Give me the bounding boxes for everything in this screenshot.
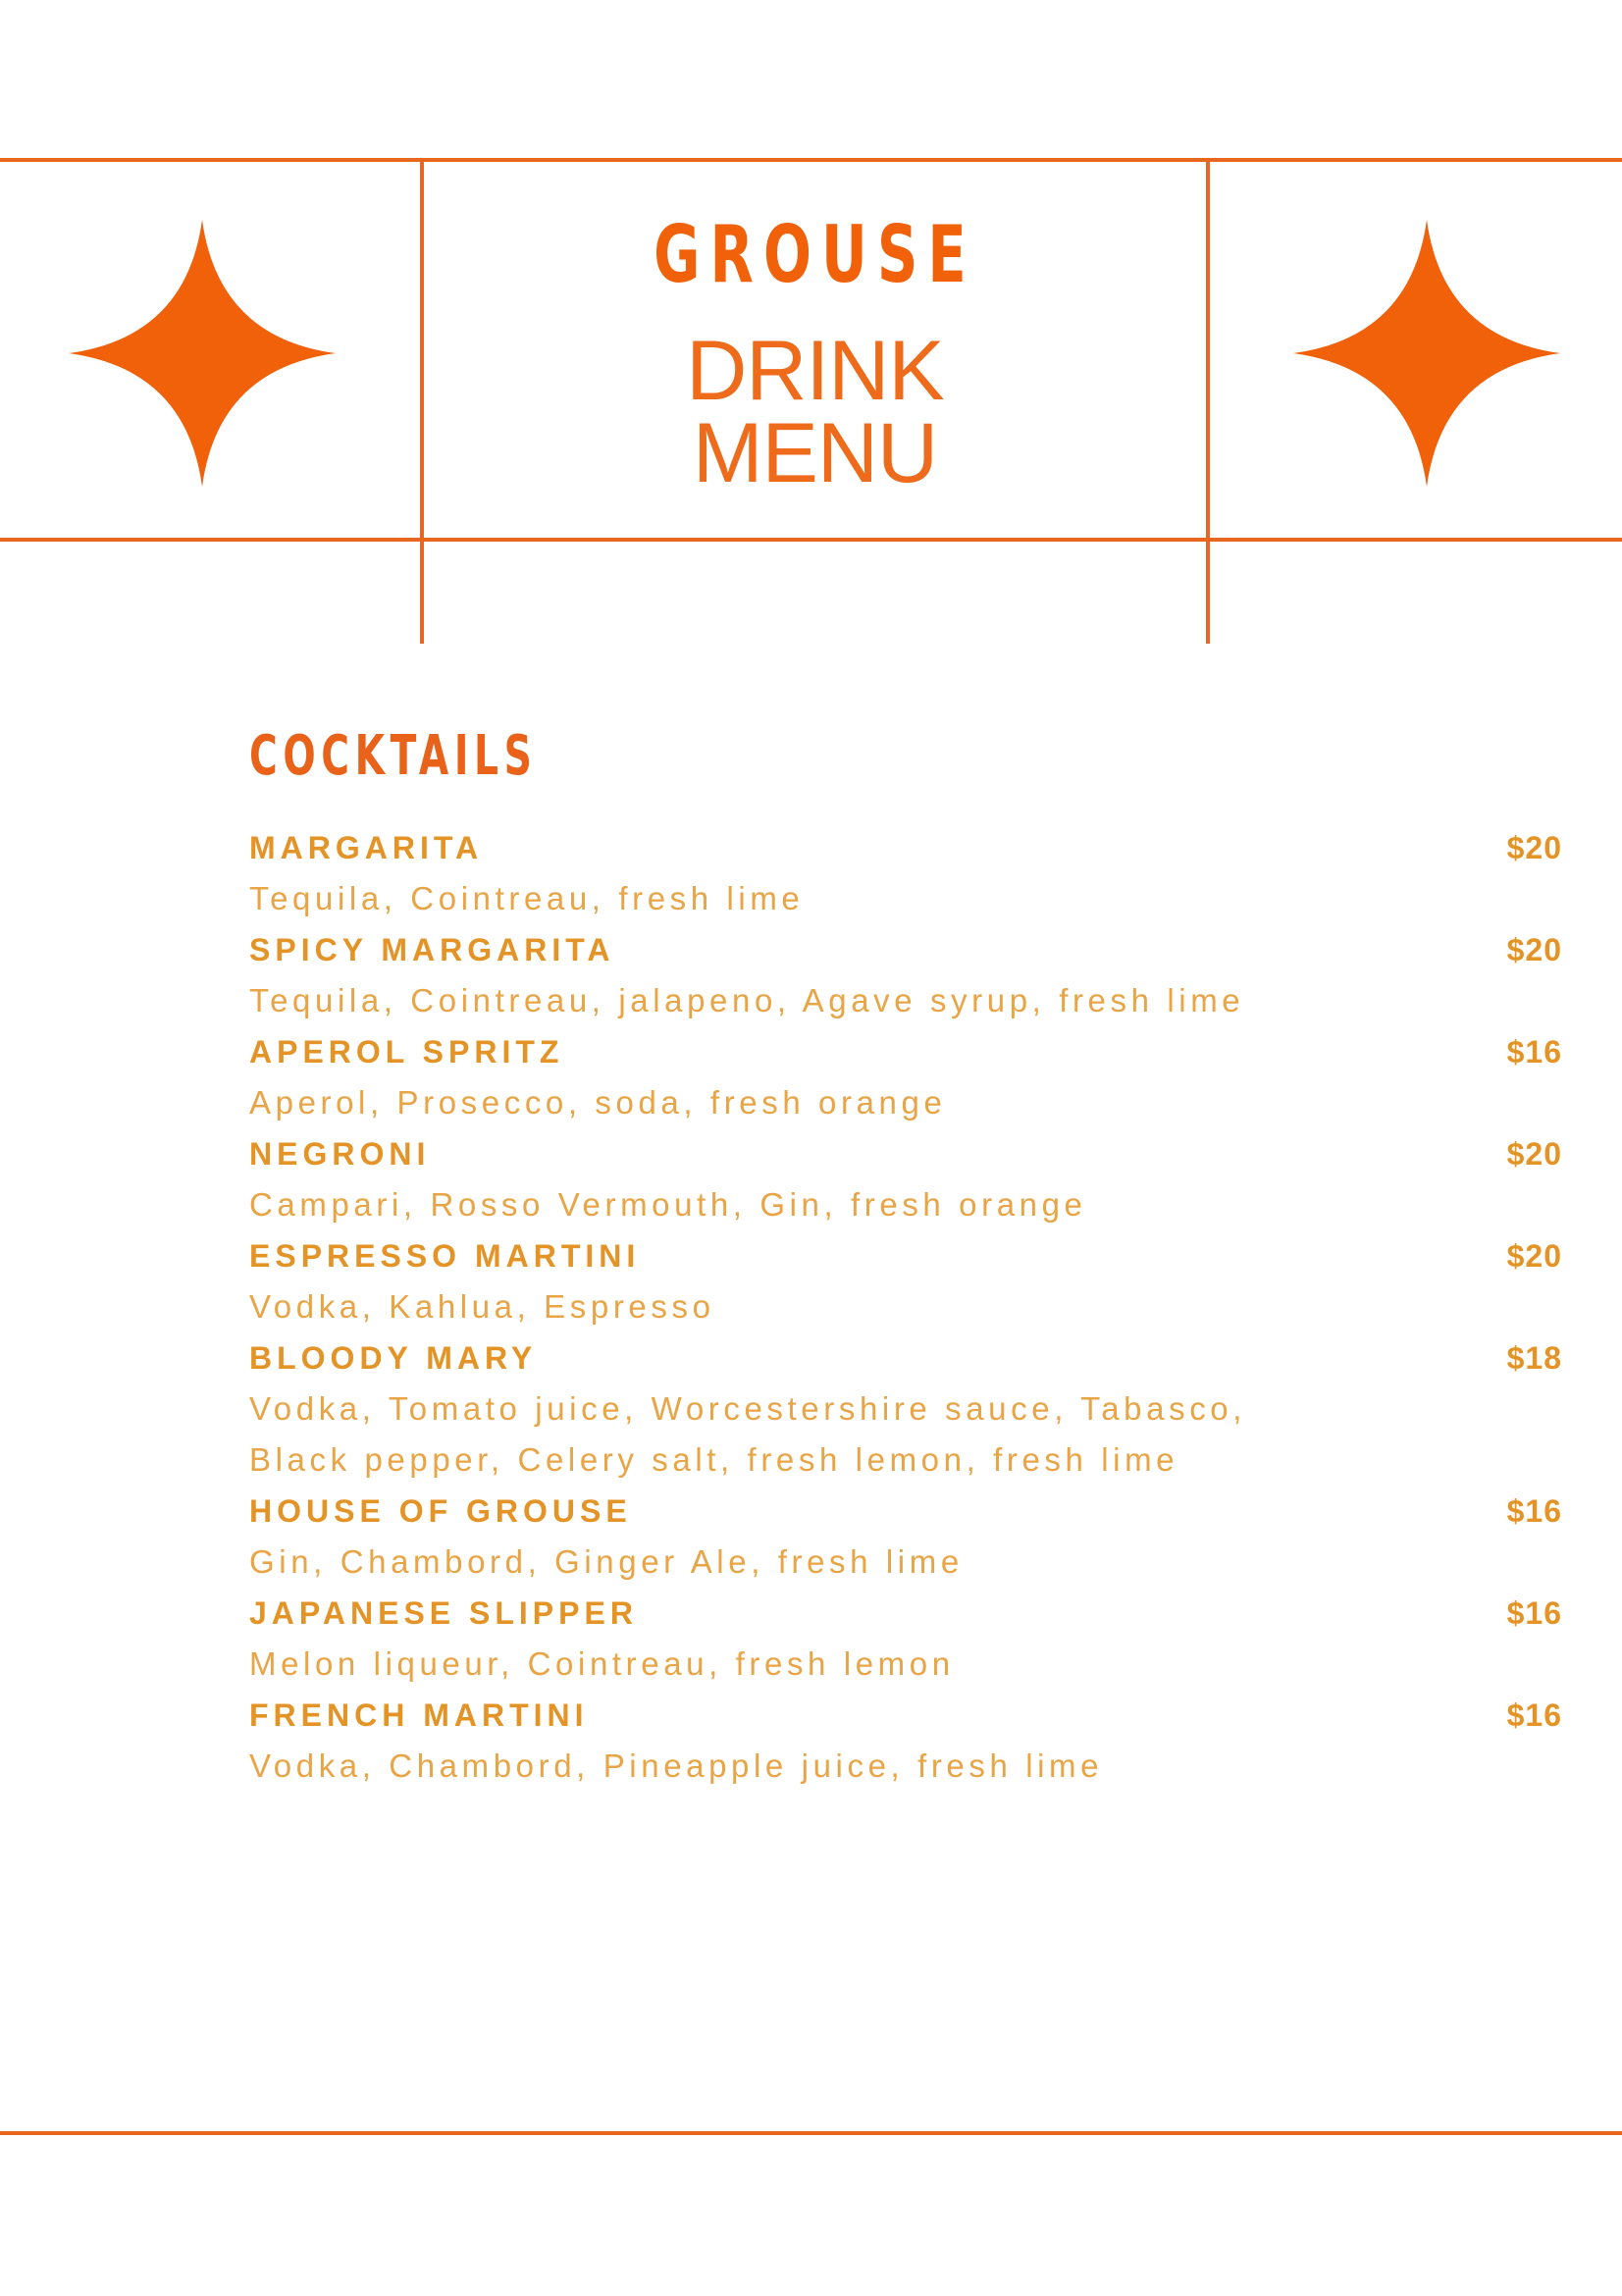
drink-price: $16 <box>1506 1493 1562 1529</box>
menu-item-header <box>249 1128 1562 1179</box>
section-title: COCKTAILS <box>249 724 538 788</box>
menu-item <box>249 1026 1562 1128</box>
menu-item <box>249 924 1562 1026</box>
drink-name: MARGARITA <box>249 830 484 865</box>
brand-title: GROUSE <box>654 209 976 300</box>
menu-item-header <box>249 1486 1562 1537</box>
drink-ingredients: Vodka, Chambord, Pineapple juice, fresh lime <box>249 1748 1104 1784</box>
drink-name: APEROL SPRITZ <box>249 1034 564 1070</box>
menu-item-header <box>249 1332 1562 1383</box>
drink-ingredients: Gin, Chambord, Ginger Ale, fresh lime <box>249 1543 964 1580</box>
drink-name: NEGRONI <box>249 1136 431 1172</box>
menu-item-header <box>249 1230 1562 1281</box>
menu-item <box>249 1588 1562 1690</box>
drink-ingredients: Campari, Rosso Vermouth, Gin, fresh orange <box>249 1186 1087 1223</box>
menu-item-header <box>249 822 1562 873</box>
menu-item-header <box>249 1588 1562 1639</box>
drink-price: $20 <box>1506 1136 1562 1172</box>
drink-ingredients: Melon liqueur, Cointreau, fresh lemon <box>249 1645 955 1682</box>
menu-item <box>249 1486 1562 1588</box>
menu-item <box>249 822 1562 924</box>
footer-divider-line <box>0 2131 1622 2135</box>
menu-subtitle <box>424 324 1206 500</box>
drink-ingredients: Vodka, Tomato juice, Worcestershire sauce, Tabasco, <box>249 1390 1247 1427</box>
drink-name: ESPRESSO MARTINI <box>249 1238 641 1274</box>
drink-price: $18 <box>1506 1340 1562 1376</box>
drink-price: $20 <box>1506 1238 1562 1274</box>
menu-item-header <box>249 1690 1562 1741</box>
drink-name: FRENCH MARTINI <box>249 1697 589 1733</box>
four-point-star-icon <box>69 220 336 487</box>
drink-price: $16 <box>1506 1034 1562 1070</box>
menu-item <box>249 1690 1562 1792</box>
drink-ingredients: Tequila, Cointreau, jalapeno, Agave syrup, fresh lime <box>249 982 1245 1018</box>
drink-ingredients: Vodka, Kahlua, Espresso <box>249 1288 715 1325</box>
drink-name: BLOODY MARY <box>249 1340 538 1376</box>
menu-item-header <box>249 924 1562 975</box>
menu-item <box>249 1230 1562 1332</box>
subtitle-line-2: MENU <box>692 406 938 500</box>
drink-ingredients: Tequila, Cointreau, fresh lime <box>249 880 805 916</box>
menu-item <box>249 1128 1562 1230</box>
cocktail-list <box>249 822 1562 1792</box>
drink-price: $16 <box>1506 1595 1562 1631</box>
drink-name: JAPANESE SLIPPER <box>249 1595 638 1631</box>
right-vertical-divider <box>1206 158 1210 644</box>
header-bottom-divider-line <box>0 538 1622 542</box>
menu-item-header <box>249 1026 1562 1077</box>
drink-ingredients: Aperol, Prosecco, soda, fresh orange <box>249 1084 947 1121</box>
top-divider-line <box>0 158 1622 162</box>
drink-price: $20 <box>1506 932 1562 967</box>
subtitle-line-1: DRINK <box>686 324 944 418</box>
drink-ingredients: Black pepper, Celery salt, fresh lemon, fresh lime <box>249 1441 1179 1478</box>
menu-item <box>249 1332 1562 1486</box>
four-point-star-icon <box>1293 220 1560 487</box>
drink-price: $20 <box>1506 830 1562 865</box>
drink-name: SPICY MARGARITA <box>249 932 615 967</box>
drink-name: HOUSE OF GROUSE <box>249 1493 632 1529</box>
drink-price: $16 <box>1506 1697 1562 1733</box>
